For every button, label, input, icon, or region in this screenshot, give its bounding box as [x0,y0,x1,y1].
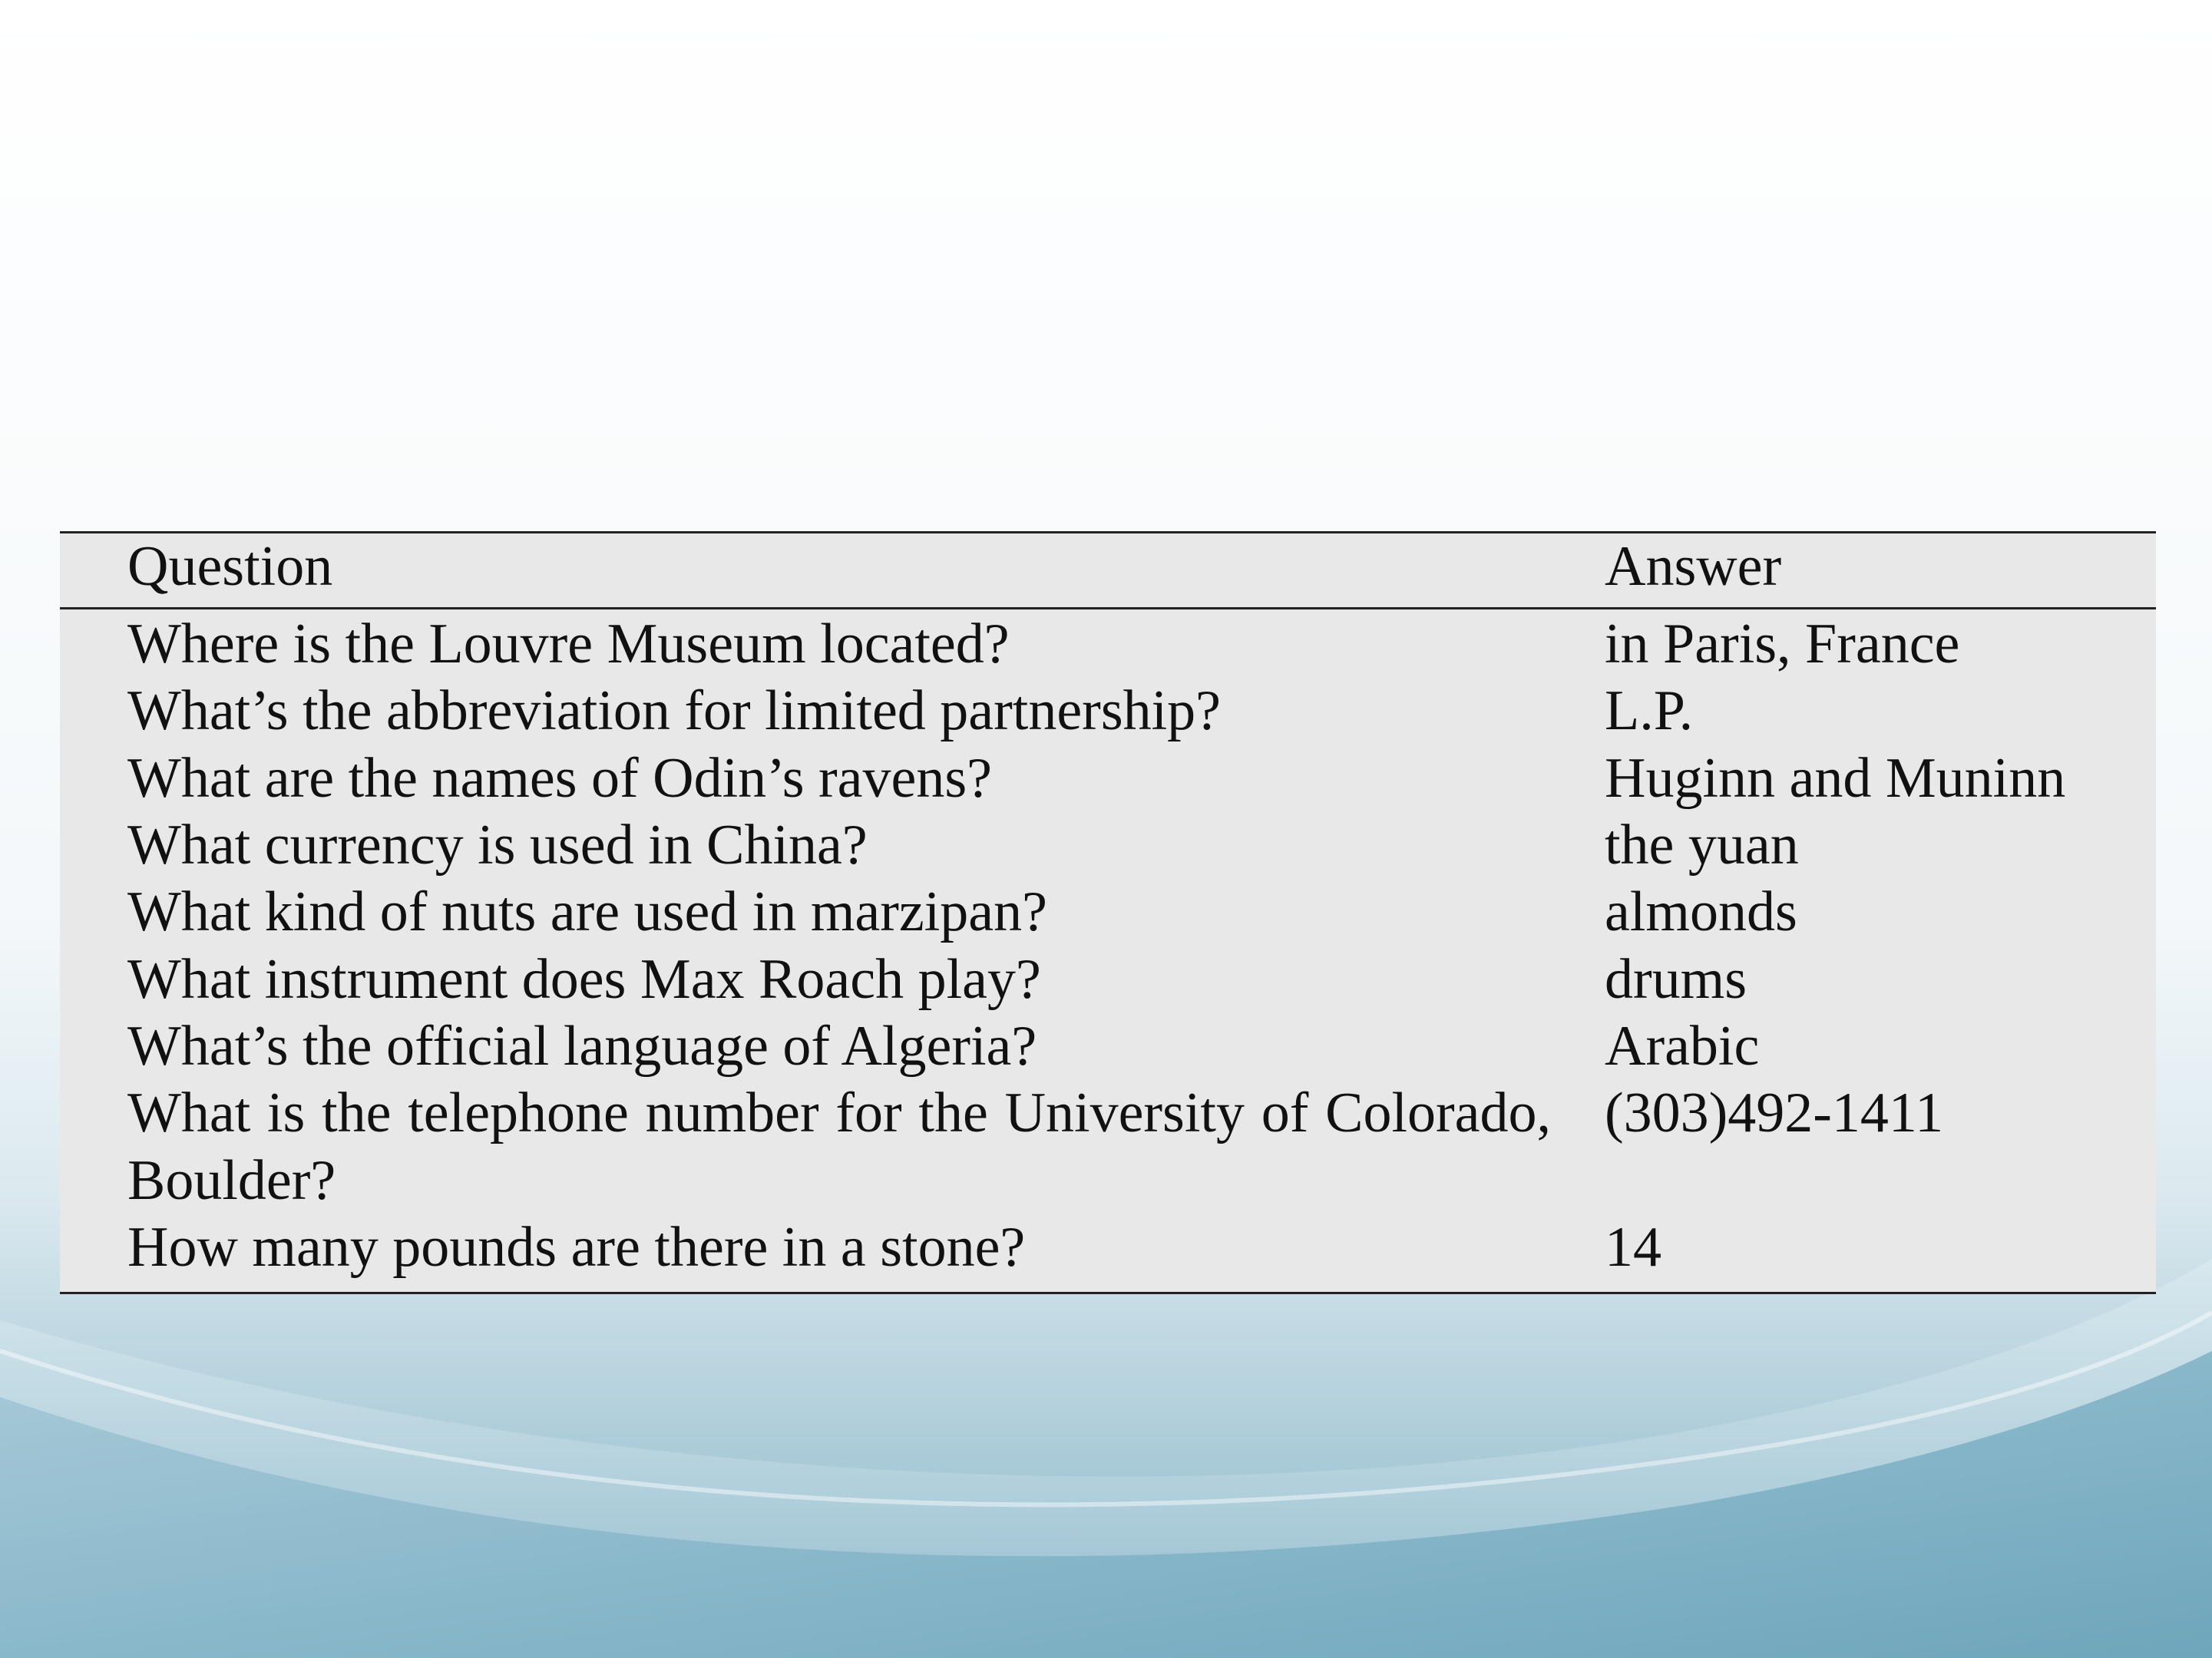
question-cell: What are the names of Odin’s ravens? [127,746,993,810]
question-cell: What kind of nuts are used in marzipan? [127,880,1047,944]
column-header-question: Question [60,533,1605,609]
table-row [60,1013,2156,1080]
table-row [60,1214,2156,1281]
table-row [60,745,2156,812]
question-cell: What currency is used in China? [127,813,868,877]
answer-cell: almonds [1605,880,1797,944]
qa-table-container [60,531,2156,1294]
answer-cell: Arabic [1605,1014,1760,1078]
table-row [60,678,2156,745]
question-cell: What instrument does Max Roach play? [127,947,1041,1011]
answer-cell: drums [1605,947,1747,1011]
question-cell: What’s the official language of Algeria? [127,1014,1037,1078]
answer-cell: the yuan [1605,813,1799,877]
question-cell: What’s the abbreviation for limited partnership? [127,679,1222,743]
question-cell: What is the telephone number for the University of Colorado, Boulder? [127,1082,1551,1212]
answer-cell: 14 [1605,1215,1661,1279]
answer-cell: in Paris, France [1605,613,1960,675]
column-header-answer: Answer [1605,533,2156,609]
table-row [60,812,2156,879]
qa-table [60,533,2156,1281]
table-header-row [60,533,2156,609]
table-row [60,879,2156,946]
question-cell: Where is the Louvre Museum located? [127,613,1010,675]
answer-cell: Huginn and Muninn [1605,746,2066,810]
question-cell: How many pounds are there in a stone? [127,1215,1026,1279]
table-row [60,1080,2156,1214]
answer-cell: L.P. [1605,679,1694,743]
table-row [60,946,2156,1013]
answer-cell: (303)492-1411 [1605,1082,1944,1145]
table-row [60,609,2156,679]
